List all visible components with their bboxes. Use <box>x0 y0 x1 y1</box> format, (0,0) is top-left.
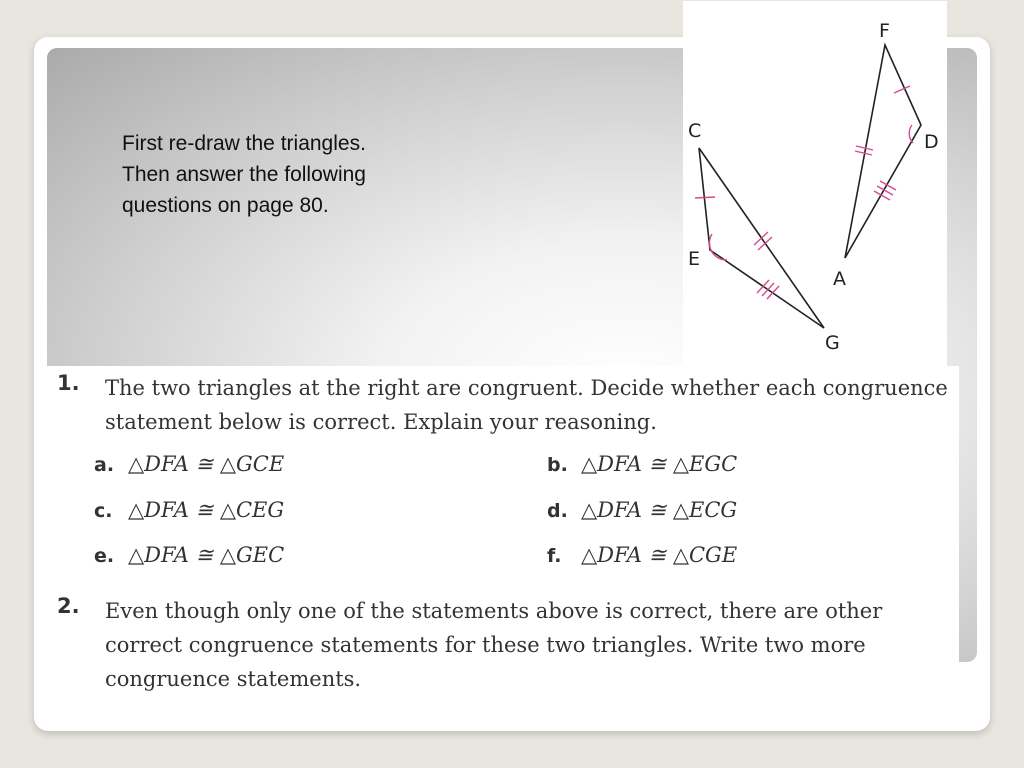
option-c-label: c. <box>94 500 113 522</box>
option-e-statement: △DFA ≅ △GEC <box>128 543 285 567</box>
tick-fa-2 <box>855 151 872 155</box>
option-f-label: f. <box>547 545 562 567</box>
option-f-statement: △DFA ≅ △CGE <box>581 543 738 567</box>
option-c-statement: △DFA ≅ △CEG <box>128 498 285 522</box>
option-a-statement: △DFA ≅ △GCE <box>128 452 285 476</box>
tick-fd <box>894 86 910 93</box>
label-e: E <box>688 248 701 270</box>
label-c: C <box>688 120 702 142</box>
problem-1-number: 1. <box>57 371 80 395</box>
triangles-svg <box>683 1 947 366</box>
problem-2-text: Even though only one of the statements above is correct, there are other correct congruence statements for these two triangles. Write two more congruence statements. <box>105 599 883 691</box>
problem-2-number: 2. <box>57 594 80 618</box>
instruction-text: First re-draw the triangles. Then answer the following questions on page 80. <box>122 132 366 217</box>
option-b-label: b. <box>547 454 568 476</box>
option-c <box>94 498 284 522</box>
problems-panel <box>47 366 959 696</box>
option-a-label: a. <box>94 454 115 476</box>
option-b-statement: △DFA ≅ △EGC <box>581 452 738 476</box>
label-g: G <box>825 332 840 354</box>
tick-fa-1 <box>856 146 873 150</box>
option-b <box>547 452 737 476</box>
label-f: F <box>879 20 890 42</box>
option-e <box>94 543 284 567</box>
tick-ce <box>695 197 715 198</box>
label-d: D <box>924 131 939 153</box>
option-f <box>547 543 737 567</box>
option-e-label: e. <box>94 545 115 567</box>
option-d-label: d. <box>547 500 568 522</box>
option-a <box>94 452 284 476</box>
option-d <box>547 498 737 522</box>
label-a: A <box>833 268 846 290</box>
problem-1-text: The two triangles at the right are congruent. Decide whether each congruence statement below is correct. Explain your reasoning. <box>105 376 948 434</box>
option-d-statement: △DFA ≅ △ECG <box>581 498 738 522</box>
triangles-figure <box>683 1 947 366</box>
